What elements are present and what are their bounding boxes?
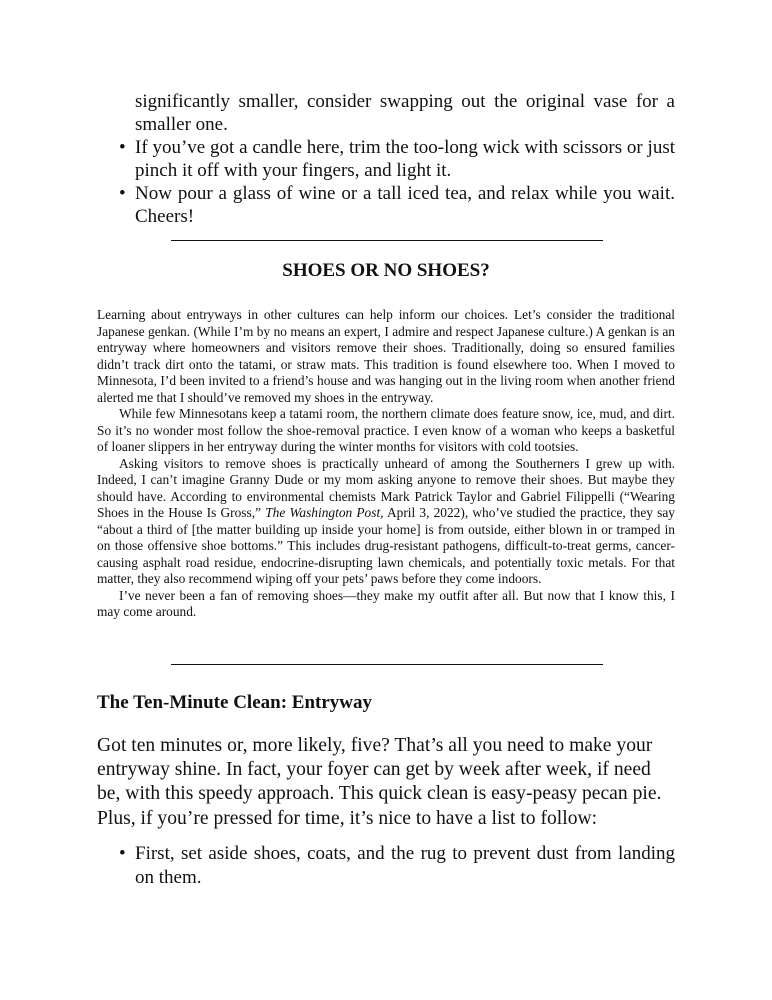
- bullet-list: [97, 842, 675, 890]
- section-heading: The Ten-Minute Clean: Entryway: [97, 692, 372, 713]
- publication-title: The Washington Post,: [265, 505, 384, 520]
- list-item: [97, 182, 675, 228]
- list-item: [97, 842, 675, 890]
- bullet-list: [97, 136, 675, 228]
- bullet-icon: •: [119, 137, 126, 158]
- sidebar-paragraph: I’ve never been a fan of removing shoes—they make my outfit after all. But now that I know this, I may come around.: [97, 587, 675, 619]
- intro-paragraph: Got ten minutes or, more likely, five? That’s all you need to make your entryway shine. In fact, your foyer can get by week after week, if need be, with this speedy approach. This quick clean is easy-peasy pecan pie. Plus, if you’re pressed for time, it’s nice to have a list to follow:: [97, 735, 662, 829]
- divider-rule: [171, 240, 603, 241]
- list-item-text: First, set aside shoes, coats, and the rug to prevent dust from landing on them.: [135, 843, 675, 888]
- list-item: [97, 136, 675, 182]
- sidebar-title: SHOES OR NO SHOES?: [282, 260, 490, 281]
- continued-bullet-text: significantly smaller, consider swapping out the original vase for a smaller one.: [135, 91, 675, 135]
- sidebar-paragraph: Learning about entryways in other cultures can help inform our choices. Let’s consider the traditional Japanese genkan. (While I’m by no means an expert, I admire and respect Japanese culture.) A genkan is an entryway where homeowners and visitors remove their shoes. Traditionally, doing so ensured families didn’t track dirt onto the tatami, or straw mats. This tradition is found elsewhere too. When I moved to Minnesota, I’d been invited to a friend’s house and was hanging out in the living room when another friend alerted me that I should’ve removed my shoes in the entryway.: [97, 307, 675, 405]
- bullet-icon: •: [119, 843, 126, 864]
- list-item-text: If you’ve got a candle here, trim the too-long wick with scissors or just pinch it off with your fingers, and light it.: [135, 137, 675, 181]
- divider-rule: [171, 664, 603, 665]
- sidebar-paragraph: [97, 456, 675, 588]
- paragraph-text: April 3, 2022), who’ve studied the practice, they say “about a third of [the matter building up inside your home] is from outside, either blown in or tramped in on those offensive shoe bottoms.” This includes drug-resistant pathogens, difficult-to-treat germs, cancer-causing asphalt road residue, endocrine-disrupting lawn chemicals, and potentially toxic metals. For that matter, they also recommend wiping off your pets’ paws before they come indoors.: [97, 505, 676, 586]
- list-item-text: Now pour a glass of wine or a tall iced tea, and relax while you wait. Cheers!: [135, 183, 675, 227]
- bottom-bullet-list: [97, 842, 675, 890]
- top-bullet-list: [97, 90, 675, 228]
- sidebar-paragraph: While few Minnesotans keep a tatami room, the northern climate does feature snow, ice, mud, and dirt. So it’s no wonder most follow the shoe-removal practice. I even know of a woman who keeps a basketful of loaner slippers in her entryway during the winter months for visitors with cold tootsies.: [97, 406, 675, 454]
- bullet-icon: •: [119, 183, 126, 204]
- paragraph-text: Asking visitors to remove shoes is practically unheard of among the Southerners I grew up with. Indeed, I can’t imagine Granny Dude or my mom asking anyone to remove their shoes. But maybe they should have. According to environmental chemists Mark Patrick Taylor and Gabriel Filippelli (“Wearing Shoes in the House Is Gross,”: [97, 455, 675, 520]
- sidebar-body: [97, 307, 675, 621]
